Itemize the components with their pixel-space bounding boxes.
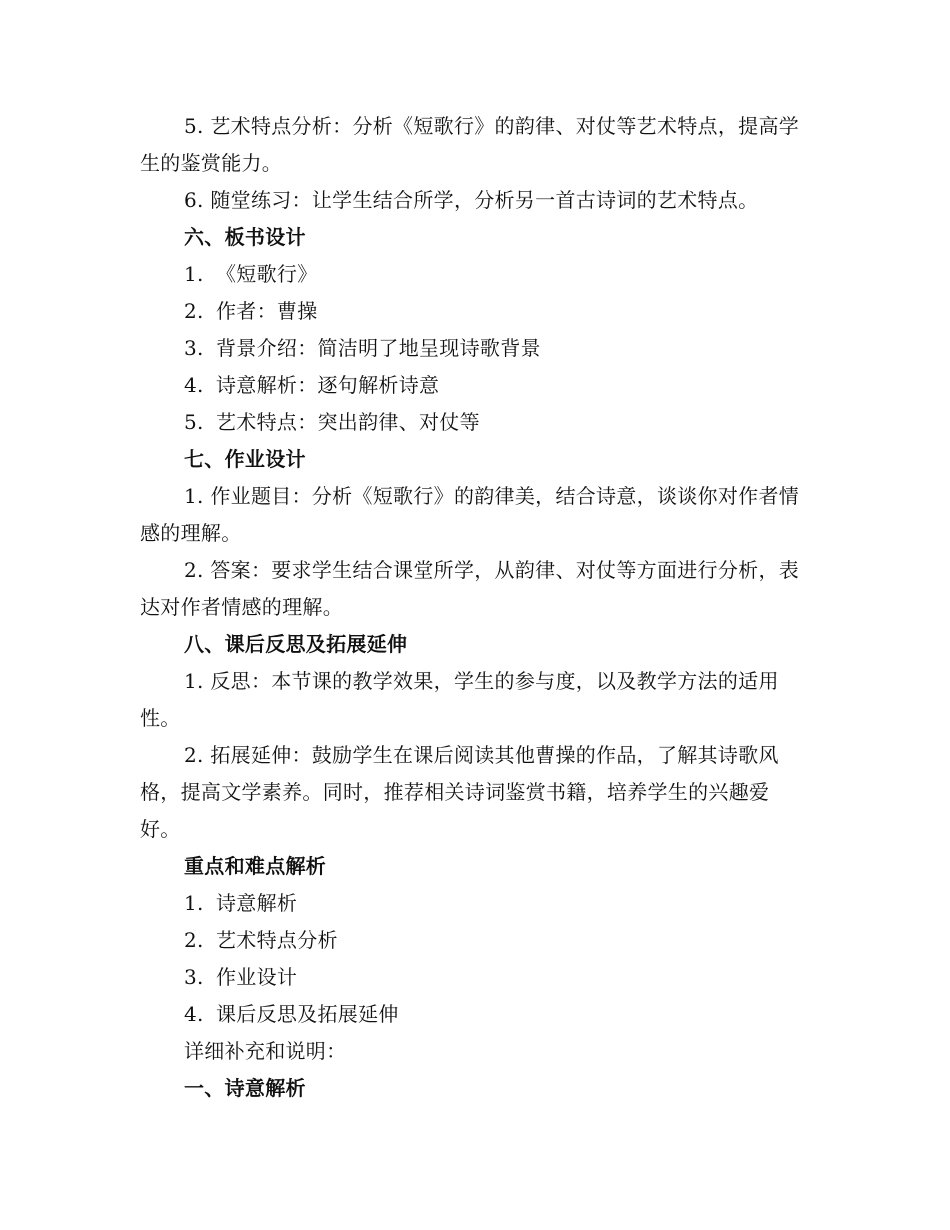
list-item: 4. 诗意解析：逐句解析诗意 bbox=[184, 373, 440, 397]
list-item: 2. 艺术特点分析 bbox=[184, 928, 338, 952]
paragraph-reflection: 1. 反思：本节课的教学效果，学生的参与度，以及教学方法的适用性。 bbox=[140, 669, 779, 730]
list-item: 4. 课后反思及拓展延伸 bbox=[184, 1002, 399, 1026]
list-item: 1. 诗意解析 bbox=[184, 891, 298, 915]
list-item: 2. 作者：曹操 bbox=[184, 299, 318, 323]
heading-homework-design: 七、作业设计 bbox=[184, 447, 306, 471]
heading-reflection-extension: 八、课后反思及拓展延伸 bbox=[184, 632, 408, 656]
paragraph-extension: 2. 拓展延伸：鼓励学生在课后阅读其他曹操的作品，了解其诗歌风格，提高文学素养。同时，推荐相关诗词鉴赏书籍，培养学生的兴趣爱好。 bbox=[140, 743, 779, 841]
document-body bbox=[140, 108, 808, 1107]
list-item: 1. 《短歌行》 bbox=[184, 262, 318, 286]
paragraph-homework-topic: 1. 作业题目：分析《短歌行》的韵律美，结合诗意，谈谈你对作者情感的理解。 bbox=[140, 484, 800, 545]
list-item: 3. 作业设计 bbox=[184, 965, 298, 989]
heading-key-difficult-points: 重点和难点解析 bbox=[184, 854, 327, 878]
paragraph-art-analysis: 5. 艺术特点分析：分析《短歌行》的韵律、对仗等艺术特点，提高学生的鉴赏能力。 bbox=[140, 114, 800, 175]
paragraph-practice: 6. 随堂练习：让学生结合所学，分析另一首古诗词的艺术特点。 bbox=[184, 188, 759, 212]
list-item: 3. 背景介绍：简洁明了地呈现诗歌背景 bbox=[184, 336, 541, 360]
heading-board-design: 六、板书设计 bbox=[184, 225, 306, 249]
paragraph-homework-answer: 2. 答案：要求学生结合课堂所学，从韵律、对仗等方面进行分析，表达对作者情感的理解。 bbox=[140, 558, 800, 619]
heading-poem-meaning: 一、诗意解析 bbox=[184, 1076, 306, 1100]
supplement-label: 详细补充和说明： bbox=[184, 1039, 347, 1063]
list-item: 5. 艺术特点：突出韵律、对仗等 bbox=[184, 410, 480, 434]
key-points-list bbox=[140, 885, 808, 1033]
board-design-list bbox=[140, 256, 808, 441]
